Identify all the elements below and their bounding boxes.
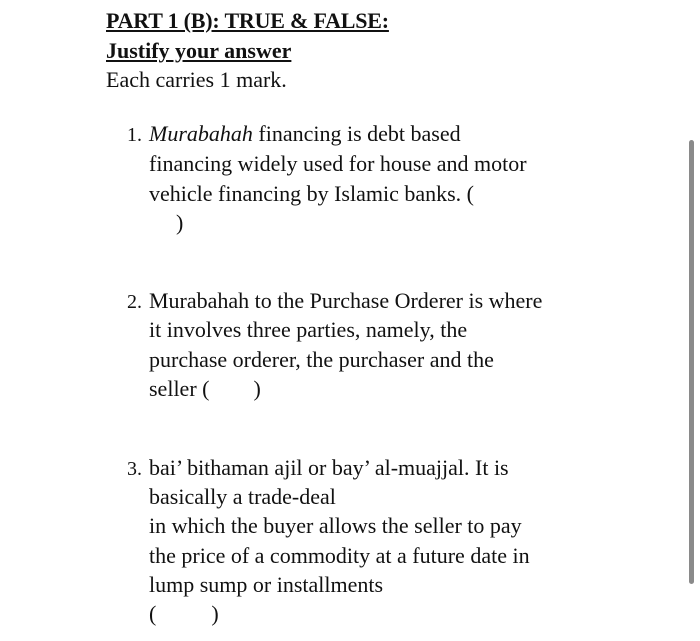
instruction-subtitle: Justify your answer [106,38,292,63]
part-title: PART 1 (B): TRUE & FALSE: [106,8,389,33]
answer-bracket: ( ) [149,601,219,626]
question-line: bai’ bithaman ajil or bay’ al-muajjal. It is [149,455,509,480]
italic-term: Murabahah [149,121,253,146]
answer-bracket: seller ( ) [149,376,261,401]
question-line: vehicle financing by Islamic banks. ( [149,181,475,206]
question-line: the price of a commodity at a future date in [149,543,530,568]
question-text: financing is debt based [252,121,461,146]
marks-note: Each carries 1 mark. [106,67,287,92]
question-line: financing widely used for house and motor [149,151,527,176]
question-line: basically a trade-deal [149,484,336,509]
answer-bracket: ) [176,210,184,235]
question-line: lump sump or installments [149,572,384,597]
question-number: 2. [127,291,142,313]
question-line: in which the buyer allows the seller to pay [149,513,522,538]
question-number: 3. [127,458,142,480]
question-number: 1. [127,124,142,146]
question-line: it involves three parties, namely, the [149,317,468,342]
question-line: Murabahah to the Purchase Orderer is where [149,288,543,313]
question-line: purchase orderer, the purchaser and the [149,347,494,372]
vertical-scrollbar[interactable] [689,140,694,584]
question-line [149,121,461,147]
